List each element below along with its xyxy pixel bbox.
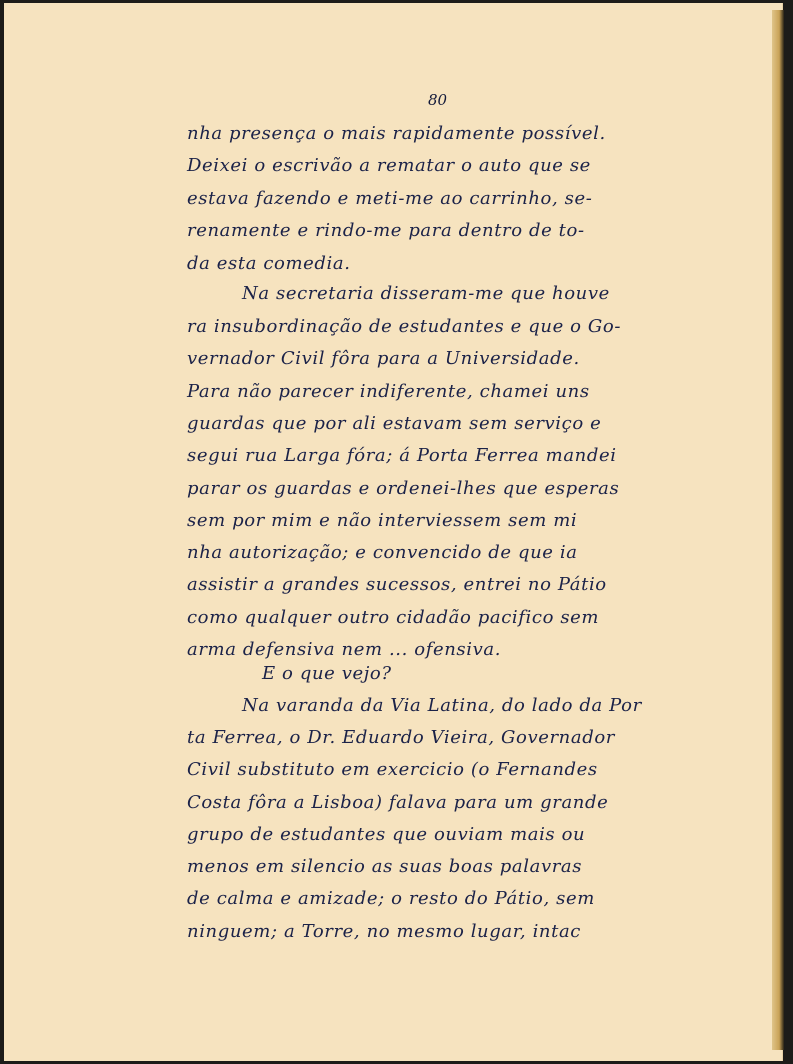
text-line: segui rua Larga fóra; á Porta Ferrea mandei — [187, 445, 617, 466]
text-line: ninguem; a Torre, no mesmo lugar, intac — [187, 921, 581, 942]
text-line: nha autorização; e convencido de que ia — [187, 542, 578, 563]
text-line: E o que vejo? — [262, 663, 392, 684]
text-line: da esta comedia. — [187, 253, 351, 274]
text-line: arma defensiva nem ... ofensiva. — [187, 639, 502, 660]
text-line: ta Ferrea, o Dr. Eduardo Vieira, Governador — [187, 727, 615, 748]
page-edge — [772, 10, 784, 1050]
text-line: ra insubordinação de estudantes e que o Go- — [187, 316, 621, 337]
text-line: Na secretaria disseram-me que houve — [242, 283, 610, 304]
text-line: Costa fôra a Lisboa) falava para um grande — [187, 792, 609, 813]
text-line: Civil substituto em exercicio (o Fernandes — [187, 759, 598, 780]
text-line: como qualquer outro cidadão pacifico sem — [187, 607, 600, 628]
page-number: 80 — [428, 91, 448, 109]
text-line: grupo de estudantes que ouviam mais ou — [187, 824, 586, 845]
manuscript-page — [4, 3, 783, 1061]
text-line: assistir a grandes sucessos, entrei no Pátio — [187, 574, 607, 595]
text-line: guardas que por ali estavam sem serviço e — [187, 413, 602, 434]
text-line: estava fazendo e meti-me ao carrinho, se- — [187, 188, 593, 209]
text-line: Deixei o escrivão a rematar o auto que se — [187, 155, 591, 176]
text-line: de calma e amizade; o resto do Pátio, sem — [187, 888, 595, 909]
text-line: renamente e rindo-me para dentro de to- — [187, 220, 585, 241]
text-line: parar os guardas e ordenei-lhes que esperas — [187, 478, 620, 499]
text-line: vernador Civil fôra para a Universidade. — [187, 348, 580, 369]
text-line: sem por mim e não interviessem sem mi — [187, 510, 578, 531]
text-line: Na varanda da Via Latina, do lado da Por — [242, 695, 642, 716]
text-line: Para não parecer indiferente, chamei uns — [187, 381, 590, 402]
text-line: nha presença o mais rapidamente possível. — [187, 123, 606, 144]
text-line: menos em silencio as suas boas palavras — [187, 856, 583, 877]
